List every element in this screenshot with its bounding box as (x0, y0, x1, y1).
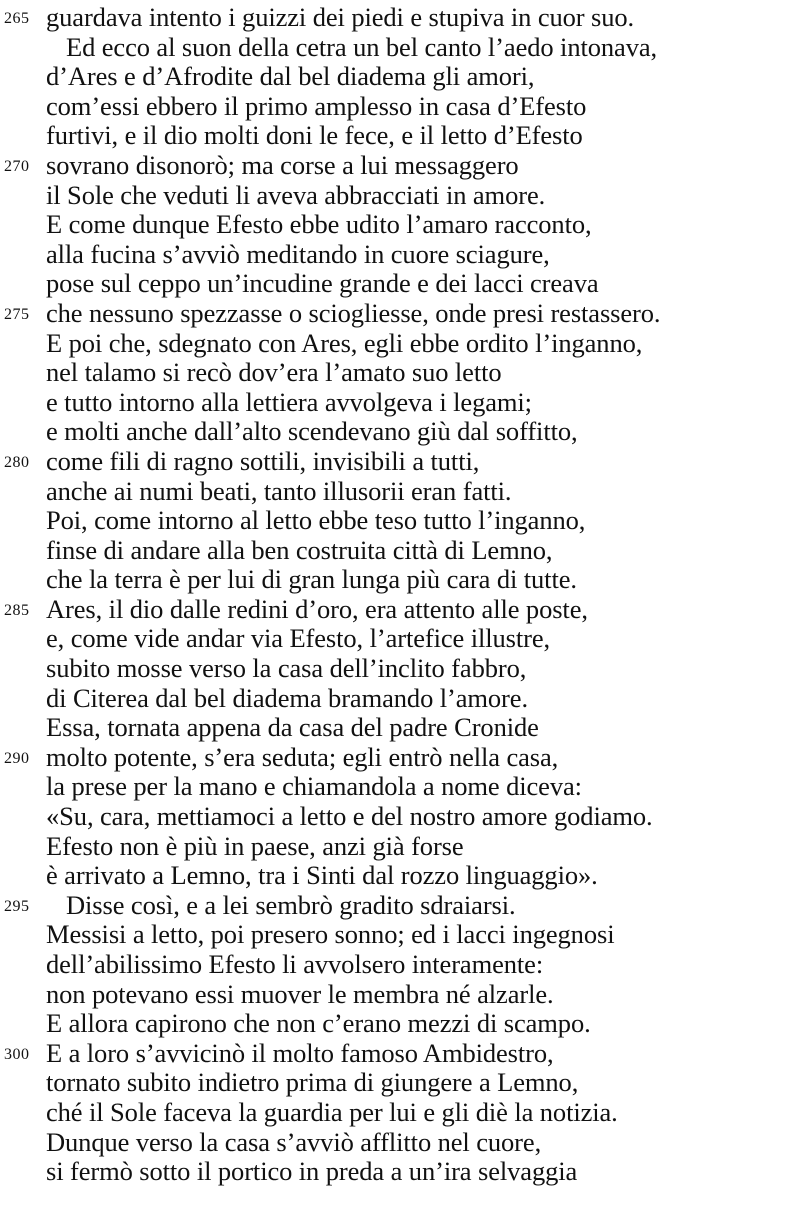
verse-text: Essa, tornata appena da casa del padre Cronide (46, 712, 539, 743)
verse-line (0, 595, 793, 625)
verse-text: Dunque verso la casa s’avviò afflitto nel cuore, (46, 1126, 542, 1157)
verse-text: e molti anche dall’alto scendevano giù dal soffitto, (46, 416, 578, 447)
verse-line (0, 861, 793, 891)
verse-text: Messisi a letto, poi presero sonno; ed i lacci ingegnosi (46, 919, 615, 950)
verse-text: E poi che, sdegnato con Ares, egli ebbe ordito l’inganno, (46, 327, 643, 358)
verse-text: E allora capirono che non c’erano mezzi di scampo. (46, 1008, 591, 1039)
verse-line (0, 891, 793, 921)
verse-text: che la terra è per lui di gran lunga più cara di tutte. (46, 564, 577, 595)
verse-line (0, 329, 793, 359)
verse-line (0, 565, 793, 595)
line-number: 270 (4, 157, 30, 175)
verse-text: il Sole che veduti li aveva abbracciati in amore. (46, 179, 546, 210)
verse-line (0, 240, 793, 270)
verse-text: com’essi ebbero il primo amplesso in casa d’Efesto (46, 90, 587, 121)
verse-line (0, 920, 793, 950)
line-number: 280 (4, 453, 30, 471)
verse-line (0, 624, 793, 654)
verse-line (0, 1098, 793, 1128)
verse-line (0, 417, 793, 447)
verse-line (0, 92, 793, 122)
verse-text: alla fucina s’avviò meditando in cuore sciagure, (46, 238, 550, 269)
verse-line (0, 1128, 793, 1158)
verse-line (0, 299, 793, 329)
verse-text: ché il Sole faceva la guardia per lui e gli diè la notizia. (46, 1096, 618, 1127)
verse-text: Efesto non è più in paese, anzi già forse (46, 830, 464, 861)
verse-text: di Citerea dal bel diadema bramando l’amore. (46, 682, 528, 713)
verse-text: E a loro s’avvicinò il molto famoso Ambidestro, (46, 1037, 554, 1068)
verse-line (0, 654, 793, 684)
verse-text: finse di andare alla ben costruita città di Lemno, (46, 534, 553, 565)
verse-line (0, 210, 793, 240)
verse-line (0, 151, 793, 181)
verse-line (0, 980, 793, 1010)
verse-text: tornato subito indietro prima di giungere a Lemno, (46, 1067, 579, 1098)
verse-text: e, come vide andar via Efesto, l’artefice illustre, (46, 623, 551, 654)
verse-text: pose sul ceppo un’incudine grande e dei lacci creava (46, 268, 599, 299)
verse-line (0, 388, 793, 418)
verse-line (0, 713, 793, 743)
verse-text: non potevano essi muover le membra né alzarle. (46, 978, 554, 1009)
verse-line (0, 536, 793, 566)
verse-text: la prese per la mano e chiamandola a nome diceva: (46, 771, 582, 802)
verse-line (0, 1009, 793, 1039)
verse-text: Ares, il dio dalle redini d’oro, era attento alle poste, (46, 593, 588, 624)
verse-text: Disse così, e a lei sembrò gradito sdraiarsi. (66, 889, 516, 920)
line-number: 285 (4, 601, 30, 619)
verse-line (0, 181, 793, 211)
verse-text: e tutto intorno alla lettiera avvolgeva i legami; (46, 386, 532, 417)
verse-line (0, 1039, 793, 1069)
verse-text: è arrivato a Lemno, tra i Sinti dal rozzo linguaggio». (46, 860, 598, 891)
verse-line (0, 950, 793, 980)
verse-text: che nessuno spezzasse o sciogliesse, onde presi restassero. (46, 297, 661, 328)
verse-line (0, 1157, 793, 1187)
line-number: 300 (4, 1045, 30, 1063)
verse-line (0, 772, 793, 802)
line-number: 295 (4, 897, 30, 915)
verse-line (0, 477, 793, 507)
line-number: 265 (4, 10, 30, 27)
verse-line (0, 269, 793, 299)
verse-text: nel talamo si recò dov’era l’amato suo letto (46, 357, 502, 388)
verse-line (0, 62, 793, 92)
verse-text: subito mosse verso la casa dell’inclito fabbro, (46, 653, 527, 684)
verse-text: «Su, cara, mettiamoci a letto e del nostro amore godiamo. (46, 801, 653, 832)
verse-text: E come dunque Efesto ebbe udito l’amaro racconto, (46, 209, 592, 240)
verse-line (0, 1068, 793, 1098)
verse-line (0, 3, 793, 33)
line-number: 275 (4, 305, 30, 323)
verse-text: d’Ares e d’Afrodite dal bel diadema gli amori, (46, 61, 535, 92)
verse-line (0, 506, 793, 536)
verse-text: molto potente, s’era seduta; egli entrò nella casa, (46, 741, 559, 772)
verse-line (0, 121, 793, 151)
verse-text: sovrano disonorò; ma corse a lui messaggero (46, 149, 519, 180)
verse-line (0, 684, 793, 714)
line-number: 290 (4, 749, 30, 767)
verse-text: Ed ecco al suon della cetra un bel canto l’aedo intonava, (66, 31, 658, 62)
verse-text: come fili di ragno sottili, invisibili a tutti, (46, 445, 480, 476)
verse-line (0, 802, 793, 832)
verse-text: guardava intento i guizzi dei piedi e stupiva in cuor suo. (46, 2, 635, 32)
verse-line (0, 447, 793, 477)
verse-text: si fermò sotto il portico in preda a un’ira selvaggia (46, 1156, 578, 1187)
verse-line (0, 33, 793, 63)
verse-text: anche ai numi beati, tanto illusorii eran fatti. (46, 475, 512, 506)
verse-text: dell’abilissimo Efesto li avvolsero interamente: (46, 949, 544, 979)
verse-line (0, 358, 793, 388)
verse-text: furtivi, e il dio molti doni le fece, e il letto d’Efesto (46, 120, 583, 151)
verse-text: Poi, come intorno al letto ebbe teso tutto l’inganno, (46, 505, 586, 536)
verse-line (0, 832, 793, 862)
verse-line (0, 743, 793, 773)
